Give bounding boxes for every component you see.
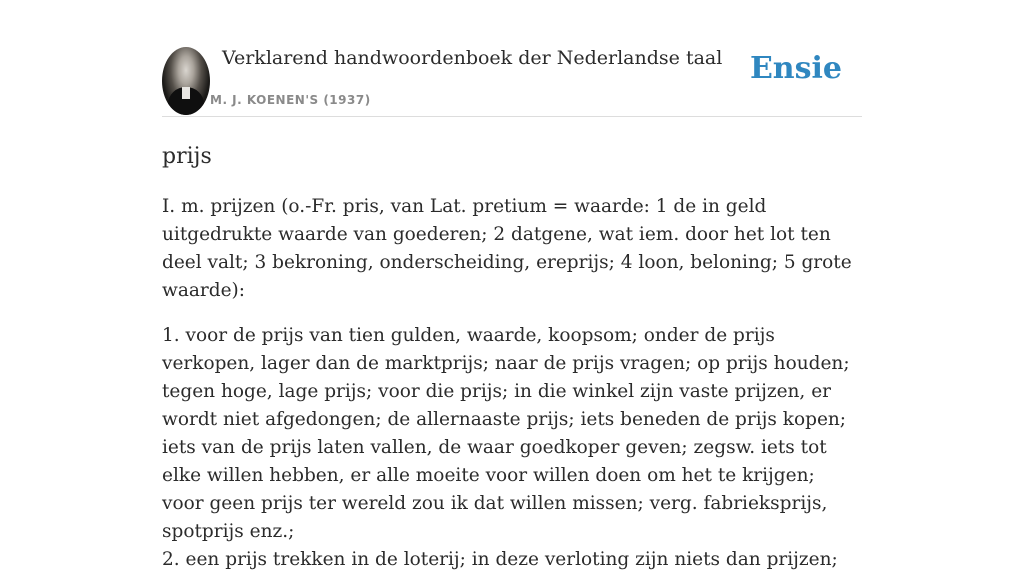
portrait-collar [182,87,190,99]
dictionary-source: M. J. KOENEN'S (1937) [210,93,371,107]
author-portrait [162,47,210,115]
entry-definition: I. m. prijzen (o.-Fr. pris, van Lat. pretium = waarde: 1 de in geld uitgedrukte waarde van goederen; 2 datgene, wat iem. door het lot ten deel valt; 3 bekroning, onderscheiding, ereprijs; 4 loon, beloning; 5 grote waarde): [162,196,852,301]
sense-2-text: 2. een prijs trekken in de loterij; in deze verloting zijn niets dan prijzen; [162,549,838,570]
page-header [162,0,862,117]
ensie-logo[interactable]: Ensie [749,51,842,86]
sense-1-text: 1. voor de prijs van tien gulden, waarde, koopsom; onder de prijs verkopen, lager dan de marktprijs; naar de prijs vragen; op prijs houden; tegen hoge, lage prijs; voor die prijs; in die winkel zijn vaste prijzen, er wordt niet afgedongen; de allernaaste prijs; iets beneden de prijs kopen; iets van de prijs laten vallen, de waar goedkoper geven; zegsw. iets tot elke willen hebben, er alle moeite voor willen doen om het te krijgen; voor geen prijs ter wereld zou ik dat willen missen; verg. fabrieksprijs, spotprijs enz.; [162,325,850,542]
dictionary-title[interactable]: Verklarend handwoordenboek der Nederlandse taal [222,47,723,69]
dictionary-page [162,0,862,574]
entry-sense-1 [162,322,862,574]
entry-headword: prijs [162,144,212,169]
